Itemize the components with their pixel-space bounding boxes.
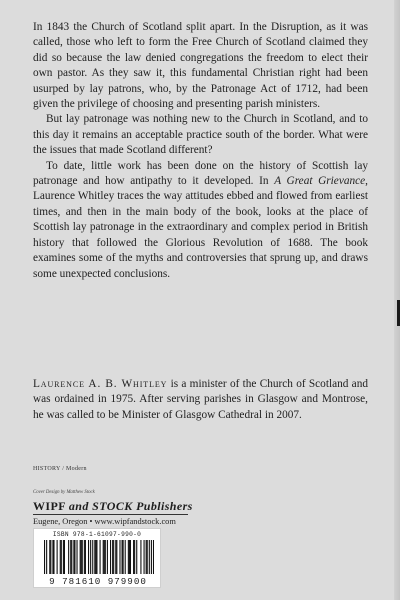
barcode-bar [153, 540, 154, 574]
barcode-bar [90, 540, 91, 574]
blurb-paragraph-2: But lay patronage was nothing new to the Church in Scotland, and to this day it remains an acceptable practice south of the border. What were the issues that made Scotland different? [33, 113, 368, 157]
barcode-bar [81, 540, 82, 574]
barcode-bar [68, 540, 69, 574]
barcode-bar [92, 540, 93, 574]
barcode-bar [130, 540, 131, 574]
barcode-bar [123, 540, 124, 574]
publisher-name-suffix: Publishers [136, 499, 193, 513]
barcode-bar [151, 540, 152, 574]
barcode-bar [105, 540, 106, 574]
publisher-name-main: WIPF [33, 499, 66, 513]
barcode-bar [125, 540, 126, 574]
barcode-bar [49, 540, 50, 574]
barcode-bar [73, 540, 74, 574]
barcode-bar [60, 540, 61, 574]
barcode-bar [80, 540, 81, 574]
barcode-bar [100, 540, 101, 574]
barcode-bar [140, 540, 141, 574]
barcode-digits: 9 781610 979900 [49, 576, 147, 587]
book-blurb [33, 20, 368, 282]
blurb-p3-end: , Laurence Whitley traces the way attitudes ebbed and flowed from earliest times, and then in the main body of the book, looks at the place of Scottish lay patronage in the extraordinary and complex period in British history that followed the Glorious Revolution of 1688. The book examines some of the myths and controversies that sprung up, and draws some unexpected conclusions. [33, 175, 368, 280]
isbn-number: ISBN 978-1-61097-990-0 [52, 531, 142, 538]
barcode-bar [122, 540, 123, 574]
barcode-bar [50, 540, 51, 574]
isbn-barcode [33, 528, 161, 588]
blurb-paragraph-1: In 1843 the Church of Scotland split apart. In the Disruption, as it was called, those who left to form the Free Church of Scotland claimed they did so because the law denied congregations the freedom to elect their own pastor. As they saw it, this fundamental Christian right had been usurped by lay patrons, who, by the Patronage Act of 1712, had been given the privilege of choosing and presenting parish ministers. [33, 21, 368, 111]
barcode-bar [76, 540, 77, 574]
barcode-bar [84, 540, 85, 574]
author-bio [33, 377, 368, 423]
barcode-bar [134, 540, 135, 574]
cover-design-credit: Cover Design by Matthew Stock [33, 490, 95, 495]
publisher-rule [33, 514, 188, 515]
barcode-bar [44, 540, 45, 574]
barcode-bar [112, 540, 113, 574]
barcode-bar [107, 540, 108, 574]
barcode-bar [96, 540, 97, 574]
barcode-bar [52, 540, 53, 574]
barcode-bar [103, 540, 104, 574]
barcode-bar [147, 540, 148, 574]
barcode-bar [46, 540, 47, 574]
barcode-bar [116, 540, 117, 574]
category-label: HISTORY / Modern [33, 466, 87, 472]
barcode-bar [113, 540, 114, 574]
barcode-bar [133, 540, 134, 574]
publisher-name [33, 499, 273, 513]
barcode-bar [64, 540, 65, 574]
barcode-bar [85, 540, 86, 574]
barcode-bar [144, 540, 145, 574]
barcode-bar [149, 540, 150, 574]
barcode-bar [146, 540, 147, 574]
barcode-bars [44, 540, 154, 574]
barcode-bar [95, 540, 96, 574]
barcode-bar [63, 540, 64, 574]
publisher-name-italic: and STOCK [68, 499, 133, 513]
barcode-bar [70, 540, 71, 574]
barcode-bar [82, 540, 83, 574]
author-bio-text: is a minister of the Church of Scotland and was ordained in 1975. After serving parishes in Glasgow and Montrose, he was called to be Minister of Glasgow Cathedral in 2007. [33, 378, 368, 421]
barcode-bar [136, 540, 137, 574]
barcode-bar [88, 540, 89, 574]
barcode-bar [53, 540, 54, 574]
blurb-paragraph-3 [33, 159, 368, 282]
barcode-bar [119, 540, 120, 574]
publisher-address: Eugene, Oregon • www.wipfandstock.com [33, 517, 176, 526]
publisher-block [33, 499, 273, 527]
author-name: Laurence A. B. Whitley [33, 378, 168, 390]
blurb-p3-start: To date, little work has been done on the history of Scottish lay patronage and how antipathy to it developed. In [33, 159, 368, 188]
barcode-bar [94, 540, 95, 574]
barcode-bar [128, 540, 129, 574]
barcode-bar [74, 540, 75, 574]
book-title: A Great Grievance [274, 175, 366, 188]
barcode-bar [110, 540, 111, 574]
barcode-bar [115, 540, 116, 574]
barcode-bar [57, 540, 58, 574]
barcode-bar [61, 540, 62, 574]
barcode-bar [129, 540, 130, 574]
barcode-bar [71, 540, 72, 574]
barcode-bar [104, 540, 105, 574]
